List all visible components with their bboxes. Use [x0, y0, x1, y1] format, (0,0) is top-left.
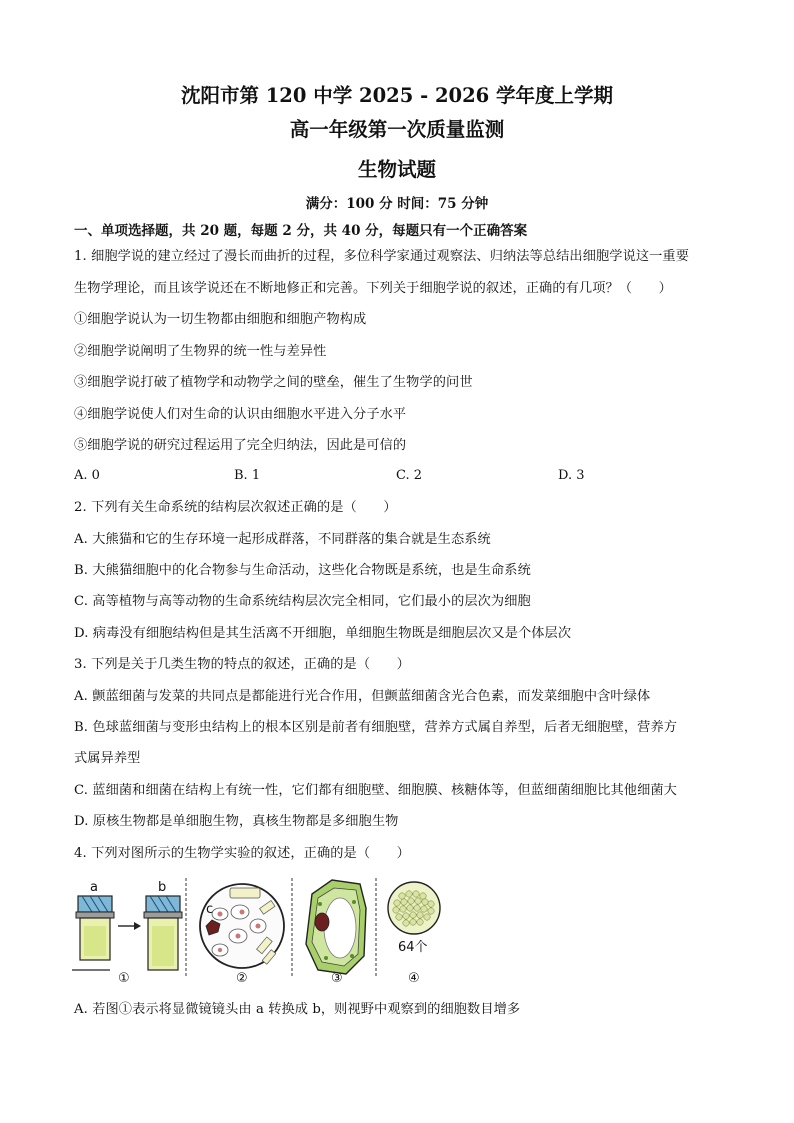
q1-option-a: A. 0 [74, 468, 100, 483]
q1-item: ③细胞学说打破了植物学和动物学之间的壁垒，催生了生物学的问世 [74, 375, 473, 390]
panel-label-3: ③ [331, 971, 343, 986]
q4-figure [70, 874, 450, 990]
q4-stem: 4. 下列对图所示的生物学实验的叙述，正确的是（ ） [74, 846, 410, 861]
q1-stem-line1: 1. 细胞学说的建立经过了漫长而曲折的过程，多位科学家通过观察法、归纳法等总结出细胞学说这一重要 [74, 249, 690, 264]
q3-option-d: D. 原核生物都是单细胞生物，真核生物都是多细胞生物 [74, 814, 399, 829]
q1-item: ②细胞学说阐明了生物界的统一性与差异性 [74, 344, 327, 359]
lens-a-label: a [90, 880, 98, 895]
objective-lens-b [144, 896, 182, 970]
exam-subject: 生物试题 [357, 158, 436, 181]
q3-option-c: C. 蓝细菌和细菌在结构上有统一性，它们都有细胞壁、细胞膜、核糖体等，但蓝细菌细胞比其他细菌大 [74, 783, 677, 798]
q3-option-b-line1: B. 色球蓝细菌与变形虫结构上的根本区别是前者有细胞壁，营养方式属自养型，后者无细胞壁，营养方 [74, 720, 678, 735]
q1-option-d: D. 3 [558, 468, 585, 483]
q1-stem-line2: 生物学理论，而且该学说还在不断地修正和完善。下列关于细胞学说的叙述，正确的有几项？（ ） [74, 281, 672, 296]
panel-label-2: ② [236, 971, 248, 986]
q2-option-a: A. 大熊猫和它的生存环境一起形成群落，不同群落的集合就是生态系统 [74, 532, 491, 547]
score-time-info: 满分：100 分 时间：75 分钟 [305, 196, 489, 212]
section-heading: 一、单项选择题，共 20 题，每题 2 分，共 40 分，每题只有一个正确答案 [74, 223, 528, 239]
cell-count-field [388, 882, 440, 934]
cell-count-label: 64个 [398, 940, 428, 955]
q2-option-b: B. 大熊猫细胞中的化合物参与生命活动，这些化合物既是系统，也是生命系统 [74, 563, 531, 578]
q1-item: ⑤细胞学说的研究过程运用了完全归纳法，因此是可信的 [74, 438, 407, 453]
q1-item: ④细胞学说使人们对生命的认识由细胞水平进入分子水平 [74, 407, 407, 422]
q2-stem: 2. 下列有关生命系统的结构层次叙述正确的是（ ） [74, 500, 397, 515]
q4-option-a: A. 若图①表示将显微镜镜头由 a 转换成 b，则视野中观察到的细胞数目增多 [74, 1002, 521, 1017]
cell-c-label: c [206, 902, 214, 917]
panel-label-1: ① [118, 971, 130, 986]
q3-option-a: A. 颤蓝细菌与发菜的共同点是都能进行光合作用，但颤蓝细菌含光合色素，而发菜细胞中含叶绿体 [74, 689, 651, 704]
q3-option-b-line2: 式属异养型 [74, 751, 141, 766]
lens-b-label: b [158, 880, 167, 895]
exam-title: 沈阳市第 120 中学 2025 - 2026 学年度上学期 [180, 84, 614, 107]
q3-stem: 3. 下列是关于几类生物的特点的叙述，正确的是（ ） [74, 657, 410, 672]
q2-option-c: C. 高等植物与高等动物的生命系统结构层次完全相同，它们最小的层次为细胞 [74, 594, 531, 609]
objective-lens-a [76, 896, 114, 960]
panel-label-4: ④ [408, 971, 420, 986]
q2-option-d: D. 病毒没有细胞结构但是其生活离不开细胞，单细胞生物既是细胞层次又是个体层次 [74, 626, 572, 641]
exam-subtitle: 高一年级第一次质量监测 [289, 118, 505, 141]
arrow-icon [118, 922, 141, 930]
q1-option-c: C. 2 [396, 468, 423, 483]
q1-option-b: B. 1 [234, 468, 261, 483]
q1-item: ①细胞学说认为一切生物都由细胞和细胞产物构成 [74, 312, 367, 327]
plant-cell-diagram [306, 880, 366, 974]
microscope-field-view [200, 884, 284, 968]
